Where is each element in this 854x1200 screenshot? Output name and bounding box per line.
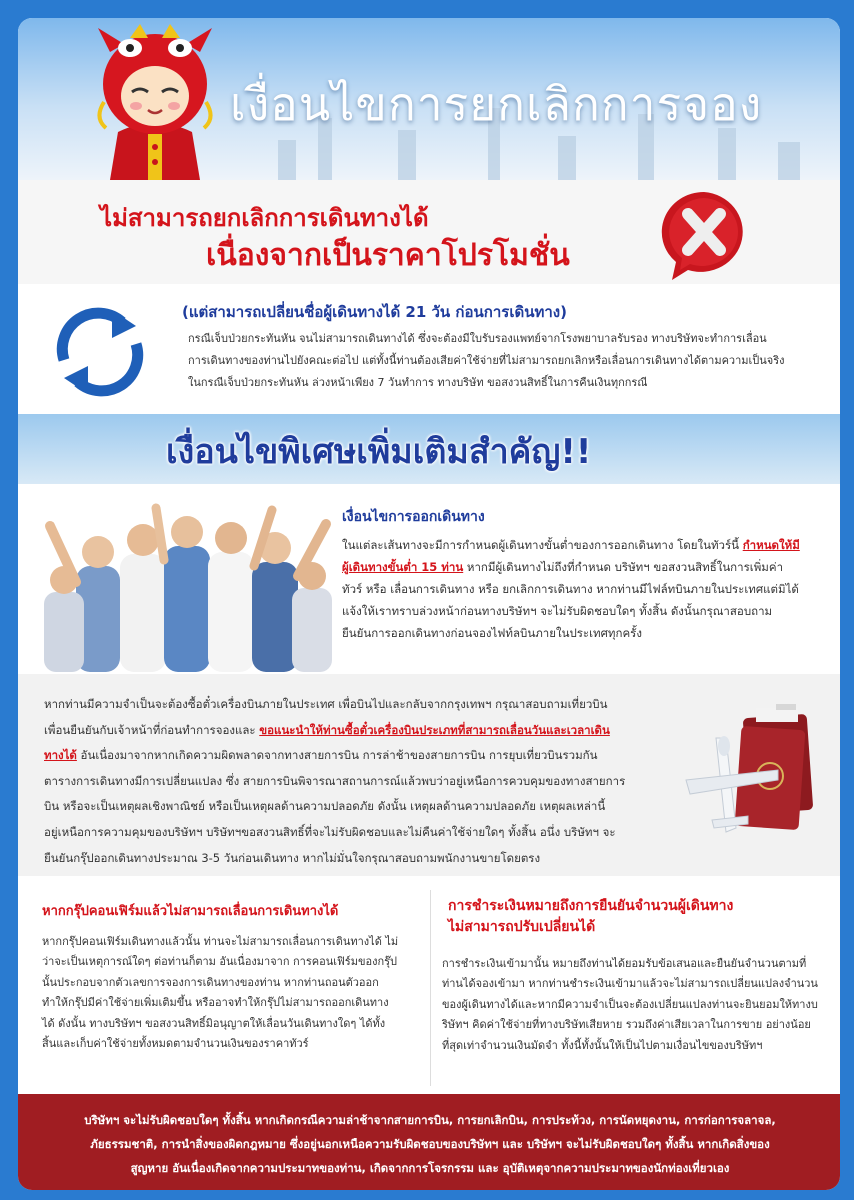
text-line: ทัวร์ หรือ เลื่อนการเดินทาง หรือ ยกเลิกการเดินทาง หากท่านมีไฟล์ทบินภายในประเทศแต่มิได้ [342, 582, 799, 596]
text-line: ภัยธรรมชาติ, การนำสิ่งของผิดกฎหมาย ซึ่งอยู่นอกเหนือความรับผิดชอบของบริษัทฯ และ บริษัทฯ จะไม่รับผิดชอบใดๆ ทั้งสิ้น หากเกิดสิ่งของ [90, 1137, 770, 1151]
min-passenger-highlight: กำหนดให้มี [742, 538, 800, 552]
text-run: อันเนื่องมาจากหากเกิดความผิดพลาดจากทางสายการบิน การล่าช้าของสายการบิน การยุบเที่ยวบินรวมกัน [76, 748, 598, 763]
text-line: ท่านได้จองเข้ามา หากท่านชำระเงินเข้ามาแล้วจะไม่สามารถเปลี่ยนแปลงจำนวน [442, 977, 818, 991]
payment-confirmation-body [442, 954, 826, 1056]
text-line: สูญหาย อันเนื่องเกิดจากความประมาทของท่าน, เกิดจากการโจรกรรม และ อุบัติเหตุจากความประมาทของนักท่องเที่ยวเอง [130, 1161, 730, 1175]
text-line: หากกรุ๊ปคอนเฟิร์มเดินทางแล้วนั้น ท่านจะไม่สามารถเลื่อนการเดินทางได้ ไม่ [42, 935, 399, 948]
special-conditions-banner [18, 414, 840, 484]
domestic-flight-section [18, 674, 840, 876]
title-line: การชำระเงินหมายถึงการยืนยันจำนวนผู้เดินทาง [448, 898, 734, 914]
text-run: เพื่อนยืนยันกับเจ้าหน้าที่ก่อนทำการจองและ [44, 722, 260, 737]
x-mark-icon [658, 188, 750, 282]
refresh-arrows-icon [50, 304, 150, 400]
text-line: ยืนยันการออกเดินทางก่อนจองไฟท์ลบินภายในประเทศทุกครั้ง [342, 626, 642, 640]
text-line: ว่าจะเป็นเหตุการณ์ใดๆ ต่อท่านก็ตาม อันเนื่องมาจาก การคอนเฟิร์มของกรุ๊ป [42, 955, 397, 969]
text-line [44, 718, 684, 744]
text-line: บริษัทฯ จะไม่รับผิดชอบใดๆ ทั้งสิ้น หากเกิดกรณีความล่าช้าจากสายการบิน, การยกเลิกบิน, การประท้วง, การนัดหยุดงาน, การก่อการจลาจล, [84, 1113, 776, 1127]
ticket-advice-highlight: ทางได้ [44, 748, 77, 763]
text-run: ในแต่ละเส้นทางจะมีการกำหนดผู้เดินทางขั้นต่ำของการออกเดินทาง โดยในทัวร์นี้ [342, 538, 743, 552]
name-change-body [188, 328, 818, 394]
text-line: ในกรณีเจ็บป่วยกระทันหัน ล่วงหน้าเพียง 7 วันทำการ ทางบริษัท ขอสงวนสิทธิ์ในการคืนเงินทุกกรณี [188, 376, 648, 389]
group-photo-icon [36, 496, 336, 672]
name-change-title: (แต่สามารถเปลี่ยนชื่อผู้เดินทางได้ 21 วัน ก่อนการเดินทาง) [182, 303, 567, 321]
text-line: การเดินทางของท่านไปยังคณะต่อไป แต่ทั้งนี้ท่านต้องเสียค่าใช้จ่ายที่ไม่สามารถยกเลิกหรือเลื่อนการเดินทางได้ตามความเป็นจริง [188, 354, 785, 367]
special-conditions-title: เงื่อนไขพิเศษเพิ่มเติมสำคัญ!! [166, 432, 592, 472]
departure-body [342, 534, 828, 644]
airplane-passport-icon [682, 702, 832, 852]
text-line: ได้ ดังนั้น ทางบริษัทฯ ขอสงวนสิทธิ์มิอนุญาตให้เลื่อนวันเดินทางใดๆ ได้ทั้ง [42, 1016, 386, 1030]
text-line: ยืนยันกรุ๊ปออกเดินทางประมาณ 3-5 วันก่อนเดินทาง หากไม่มั่นใจกรุณาสอบถามพนักงานขายโดยตรง [44, 850, 541, 865]
no-postpone-title: หากกรุ๊ปคอนเฟิร์มแล้วไม่สามารถเลื่อนการเดินทางได้ [42, 904, 339, 919]
liability-footer [18, 1094, 840, 1190]
text-line: ที่สุดเท่าจำนวนเงินมัดจำ ทั้งนี้ทั้งนั้นให้เป็นไปตามเงื่อนไขของบริษัทฯ [442, 1038, 763, 1052]
text-line: ริษัทฯ คิดค่าใช้จ่ายที่ทางบริษัทเสียหาย รวมถึงค่าเสียเวลาในการขาย อย่างน้อย [442, 1018, 811, 1032]
text-run: หากมีผู้เดินทางไม่ถึงที่กำหนด บริษัทฯ ขอสงวนสิทธิ์ในการเพิ่มค่า [463, 560, 784, 574]
departure-section [18, 484, 840, 674]
text-line [342, 534, 828, 556]
text-line: อยู่เหนือการความคุมของบริษัทฯ บริษัทฯขอสงวนสิทธิ์ที่จะไม่รับผิดชอบและไม่คืนค่าใช้จ่ายใดๆ ทั้งสิ้น อนึ่ง บริษัทฯ จะ [44, 824, 616, 839]
departure-title: เงื่อนไขการออกเดินทาง [342, 509, 485, 525]
dragon-mascot-icon [90, 22, 220, 180]
text-line: นั้นประกอบจากตัวเลขการจองการเดินทางของท่าน หากท่านถอนตัวออก [42, 975, 379, 989]
header-banner [18, 18, 840, 180]
promo-line-2: เนื่องจากเป็นราคาโปรโมชั่น [206, 238, 570, 273]
column-divider [430, 890, 431, 1086]
policy-columns [18, 876, 840, 1094]
min-passenger-highlight: ผู้เดินทางขั้นต่ำ 15 ท่าน [342, 560, 464, 574]
text-line: ตารางการเดินทางมีการเปลี่ยนแปลง ซึ่ง สายการบินพิจารณาสถานการณ์แล้วพบว่าอยู่เหนือการควบคุมของทางสายการ [44, 773, 626, 788]
title-line: ไม่สามารถปรับเปลี่ยนได้ [448, 919, 596, 935]
liability-text [40, 1108, 820, 1180]
page-title: เงื่อนไขการยกเลิกการจอง [230, 77, 763, 131]
text-line: กรณีเจ็บป่วยกระทันหัน จนไม่สามารถเดินทางได้ ซึ่งจะต้องมีใบรับรองแพทย์จากโรงพยาบาลรับรอง ทางบริษัทจะทำการเลื่อน [188, 332, 767, 345]
text-line: บิน หรือจะเป็นเหตุผลเชิงพาณิชย์ หรือเป็นเหตุผลด้านความปลอดภัย ดังนั้น เหตุผลด้านความปลอดภัย เหตุผลเหล่านี้ [44, 799, 606, 814]
text-line: สิ้นและเก็บค่าใช้จ่ายทั้งหมดตามจำนวนเงินของราคาทัวร์ [42, 1037, 309, 1051]
text-line: การชำระเงินเข้ามานั้น หมายถึงท่านได้ยอมรับข้อเสนอและยืนยันจำนวนตามที่ [442, 957, 807, 970]
text-line: ของผู้เดินทางได้และหากมีความจำเป็นจะต้องเปลี่ยนแปลงท่านจะยินยอมให้ทางบ [442, 997, 818, 1011]
text-line [342, 556, 828, 578]
text-line: ทำให้กรุ๊ปมีค่าใช้จ่ายเพิ่มเติมขึ้น หรืออาจทำให้กรุ๊ปไม่สามารถออกเดินทาง [42, 996, 389, 1010]
conditions-card [18, 18, 840, 1190]
text-line [44, 743, 684, 769]
promo-line-1: ไม่สามารถยกเลิกการเดินทางได้ [100, 204, 429, 232]
text-line: หากท่านมีความจำเป็นจะต้องซื้อตั๋วเครื่องบินภายในประเทศ เพื่อบินไปและกลับจากกรุงเทพฯ กรุณาสอบถามเที่ยวบิน [44, 697, 608, 711]
no-postpone-body [42, 932, 416, 1054]
text-line: แจ้งให้เราทราบล่วงหน้าก่อนทางบริษัทฯ จะไม่รับผิดชอบใดๆ ทั้งสิ้น ดังนั้นกรุณาสอบถาม [342, 604, 773, 618]
name-change-section [18, 284, 840, 412]
payment-confirmation-title [448, 896, 733, 938]
ticket-advice-highlight: ขอแนะนำให้ท่านซื้อตั๋วเครื่องบินประเภทที่สามารถเลื่อนวันและเวลาเดิน [259, 722, 610, 737]
domestic-flight-body [44, 692, 684, 871]
